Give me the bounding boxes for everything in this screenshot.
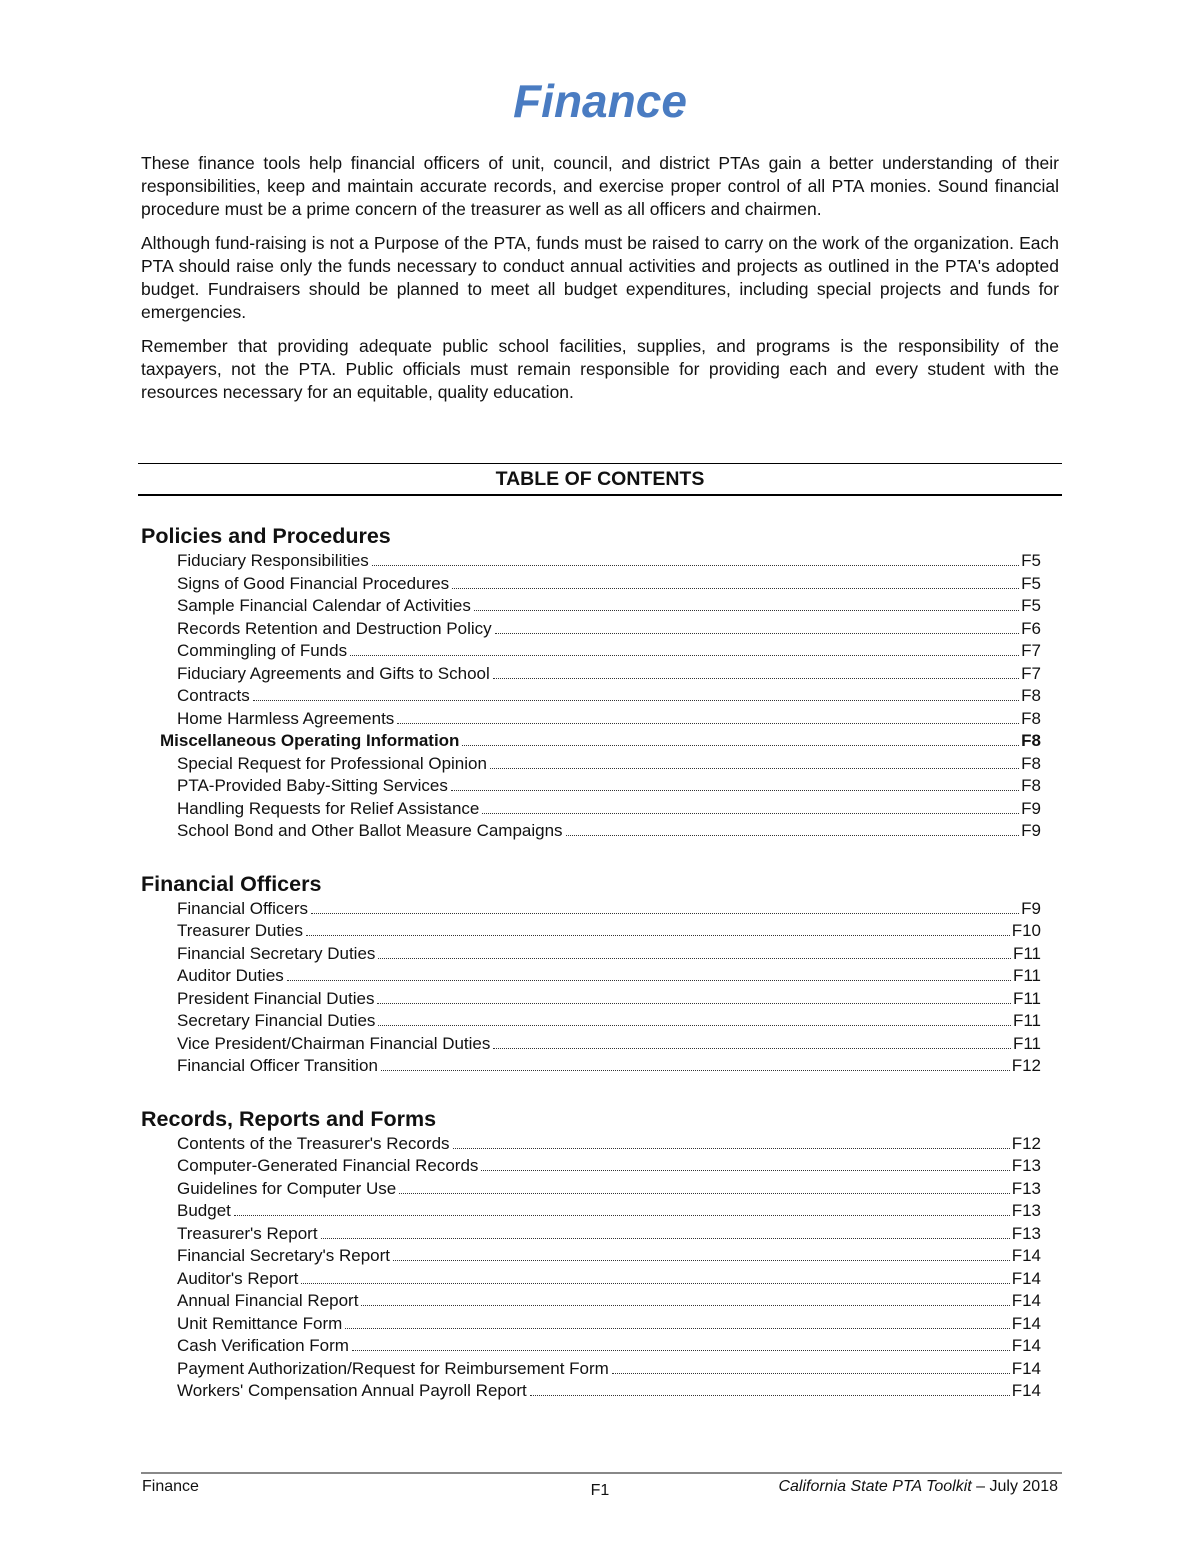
footer-section-name: Finance xyxy=(142,1478,199,1495)
toc-entry-page: F14 xyxy=(1011,1313,1041,1333)
toc-entry-title: Handling Requests for Relief Assistance xyxy=(177,798,480,818)
footer-publication xyxy=(778,1478,1058,1496)
dot-leader xyxy=(352,1350,1010,1351)
toc-entry-title: Financial Officer Transition xyxy=(177,1056,378,1075)
toc-section-heading: Financial Officers xyxy=(141,871,322,896)
toc-entry[interactable] xyxy=(141,1245,1059,1268)
intro-paragraph: Although fund-raising is not a Purpose of the PTA, funds must be raised to carry on the work of the organization. Each PTA should raise only the funds necessary to conduct annual activities and projects as outlined in the PTA's adopted budget. Fundraisers should be planned to meet all budget expenditures, including special projects and funds for emergencies. xyxy=(141,233,1059,322)
toc-entry-title: Financial Secretary's Report xyxy=(177,1246,390,1265)
dot-leader xyxy=(306,935,1010,936)
toc-entry[interactable] xyxy=(141,1155,1059,1178)
toc-entry-title: Commingling of Funds xyxy=(177,641,348,660)
toc-entry-title: Fiduciary Responsibilities xyxy=(177,551,369,570)
page-title: Finance xyxy=(513,75,687,127)
toc-entry-title: Unit Remittance Form xyxy=(177,1313,343,1333)
dot-leader xyxy=(566,835,1020,836)
toc-entry-title: Auditor's Report xyxy=(177,1268,299,1288)
dot-leader xyxy=(453,1148,1010,1149)
toc-entry-title: Financial Secretary Duties xyxy=(177,943,376,963)
toc-entry-page: F14 xyxy=(1011,1336,1041,1355)
dot-leader xyxy=(490,768,1019,769)
toc-section-list xyxy=(141,898,1059,1078)
dot-leader xyxy=(311,913,1019,914)
toc-entry[interactable] xyxy=(141,1268,1059,1291)
toc-entry[interactable] xyxy=(141,1290,1059,1313)
dot-leader xyxy=(482,813,1019,814)
toc-entry[interactable] xyxy=(141,1223,1059,1246)
toc-entry-page: F9 xyxy=(1021,898,1041,918)
toc-entry[interactable] xyxy=(141,708,1059,731)
toc-entry-page: F14 xyxy=(1011,1358,1041,1378)
toc-section-heading: Policies and Procedures xyxy=(141,524,391,548)
toc-entry-title: Fiduciary Agreements and Gifts to School xyxy=(177,663,490,683)
toc-entry[interactable] xyxy=(141,640,1059,663)
toc-entry-title: Budget xyxy=(177,1201,231,1220)
dot-leader xyxy=(495,633,1019,634)
toc-entry-page: F5 xyxy=(1021,573,1041,593)
toc-header: TABLE OF CONTENTS xyxy=(138,463,1062,496)
toc-entry[interactable] xyxy=(141,685,1059,708)
dot-leader xyxy=(381,1070,1010,1071)
toc-section-list xyxy=(141,550,1059,843)
toc-entry-page: F8 xyxy=(1021,776,1041,795)
toc-entry[interactable] xyxy=(141,988,1059,1011)
toc-entry-title: Auditor Duties xyxy=(177,966,284,985)
toc-entry[interactable] xyxy=(141,1033,1059,1056)
toc-entry-page: F8 xyxy=(1021,731,1041,750)
toc-entry[interactable] xyxy=(141,1178,1059,1201)
toc-entry-page: F5 xyxy=(1021,596,1041,615)
toc-entry-page: F14 xyxy=(1011,1291,1041,1310)
toc-section-list xyxy=(141,1133,1059,1403)
toc-entry-page: F11 xyxy=(1012,988,1041,1008)
toc-entry-page: F14 xyxy=(1011,1246,1041,1265)
toc-entry-title: Secretary Financial Duties xyxy=(177,1011,376,1030)
toc-entry-page: F8 xyxy=(1021,708,1041,728)
toc-entry-page: F8 xyxy=(1021,753,1041,773)
dot-leader xyxy=(399,1193,1009,1194)
toc-entry-title: Special Request for Professional Opinion xyxy=(177,753,487,773)
intro-paragraph: These finance tools help financial officers of unit, council, and district PTAs gain a better understanding of their responsibilities, keep and maintain accurate records, and exercise proper control of all PTA monies. Sound financial procedure must be a prime concern of the treasurer as well as all officers and chairmen. xyxy=(141,153,1059,219)
toc-entry-page: F10 xyxy=(1011,921,1041,940)
toc-entry[interactable] xyxy=(141,550,1059,573)
toc-entry-title: Sample Financial Calendar of Activities xyxy=(177,596,471,615)
toc-entry-page: F11 xyxy=(1012,1033,1041,1053)
dot-leader xyxy=(452,588,1019,589)
toc-section-heading: Records, Reports and Forms xyxy=(141,1106,437,1131)
dot-leader xyxy=(321,1238,1010,1239)
toc-entry[interactable] xyxy=(141,1133,1059,1156)
dot-leader xyxy=(493,1048,1011,1049)
toc-entry-page: F14 xyxy=(1011,1268,1041,1288)
dot-leader xyxy=(530,1395,1010,1396)
toc-entry-page: F13 xyxy=(1011,1201,1041,1220)
toc-entry-page: F6 xyxy=(1021,618,1041,638)
toc-entry[interactable] xyxy=(141,1335,1059,1358)
toc-entry-page: F13 xyxy=(1011,1223,1041,1243)
dot-leader xyxy=(361,1305,1009,1306)
toc-entry[interactable] xyxy=(141,1313,1059,1336)
toc-entry-page: F12 xyxy=(1011,1133,1041,1153)
toc-entry[interactable] xyxy=(141,663,1059,686)
toc-entry-title: Workers' Compensation Annual Payroll Report xyxy=(177,1381,527,1400)
footer-page-number: F1 xyxy=(590,1482,610,1499)
dot-leader xyxy=(462,745,1019,746)
toc-entry-page: F11 xyxy=(1012,966,1041,985)
toc-entry[interactable] xyxy=(141,775,1059,798)
toc-entry-title: Payment Authorization/Request for Reimbursement Form xyxy=(177,1358,609,1378)
toc-entry-page: F14 xyxy=(1011,1381,1041,1400)
dot-leader xyxy=(287,980,1011,981)
toc-entry[interactable] xyxy=(141,920,1059,943)
toc-entry-page: F9 xyxy=(1021,798,1041,818)
toc-entry-page: F9 xyxy=(1021,821,1041,840)
toc-entry[interactable] xyxy=(141,1055,1059,1078)
toc-entry[interactable] xyxy=(141,965,1059,988)
toc-entry[interactable] xyxy=(141,820,1059,843)
toc-entry-page: F7 xyxy=(1021,663,1041,683)
toc-entry-page: F5 xyxy=(1021,551,1041,570)
toc-entry-page: F13 xyxy=(1011,1178,1041,1198)
toc-entry-title: Cash Verification Form xyxy=(177,1336,349,1355)
toc-entry-title: Financial Officers xyxy=(177,898,309,918)
dot-leader xyxy=(397,723,1019,724)
dot-leader xyxy=(234,1215,1010,1216)
dot-leader xyxy=(372,565,1019,566)
toc-entry-page: F11 xyxy=(1012,943,1041,963)
dot-leader xyxy=(474,610,1019,611)
toc-entry-title: PTA-Provided Baby-Sitting Services xyxy=(177,776,448,795)
toc-entry-title: Signs of Good Financial Procedures xyxy=(177,573,450,593)
toc-entry-title: Contents of the Treasurer's Records xyxy=(177,1133,450,1153)
dot-leader xyxy=(393,1260,1010,1261)
dot-leader xyxy=(345,1328,1009,1329)
intro-paragraph: Remember that providing adequate public school facilities, supplies, and programs is the responsibility of the taxpayers, not the PTA. Public officials must remain responsible for providing each and every student with the resources necessary for an equitable, quality education. xyxy=(141,336,1059,402)
toc-entry[interactable] xyxy=(141,898,1059,921)
toc-entry[interactable] xyxy=(141,798,1059,821)
toc-entry-page: F7 xyxy=(1021,641,1041,660)
toc-entry-title: Miscellaneous Operating Information xyxy=(160,731,460,750)
dot-leader xyxy=(451,790,1019,791)
toc-entry-page: F12 xyxy=(1011,1056,1041,1075)
table-of-contents xyxy=(141,522,1059,1430)
toc-entry[interactable] xyxy=(141,1200,1059,1223)
dot-leader xyxy=(493,678,1019,679)
toc-entry-title: President Financial Duties xyxy=(177,988,375,1008)
toc-entry[interactable] xyxy=(141,595,1059,618)
toc-entry-page: F13 xyxy=(1011,1156,1041,1175)
dot-leader xyxy=(350,655,1019,656)
footer-publication-date: – July 2018 xyxy=(971,1478,1058,1495)
dot-leader xyxy=(378,958,1011,959)
toc-entry-title: Vice President/Chairman Financial Duties xyxy=(177,1033,491,1053)
toc-entry[interactable] xyxy=(141,943,1059,966)
intro-text xyxy=(141,152,1059,415)
dot-leader xyxy=(253,700,1019,701)
dot-leader xyxy=(378,1025,1011,1026)
toc-entry[interactable] xyxy=(141,618,1059,641)
toc-entry-title: Computer-Generated Financial Records xyxy=(177,1156,479,1175)
dot-leader xyxy=(612,1373,1010,1374)
toc-entry-title: Home Harmless Agreements xyxy=(177,708,395,728)
toc-entry-title: Records Retention and Destruction Policy xyxy=(177,618,492,638)
dot-leader xyxy=(377,1003,1010,1004)
footer-publication-title: California State PTA Toolkit xyxy=(778,1478,972,1495)
footer-divider xyxy=(141,1472,1062,1474)
toc-entry-page: F8 xyxy=(1021,686,1041,705)
toc-entry[interactable] xyxy=(141,1358,1059,1381)
dot-leader xyxy=(301,1283,1009,1284)
dot-leader xyxy=(481,1170,1009,1171)
toc-entry[interactable] xyxy=(141,1380,1059,1403)
toc-entry[interactable] xyxy=(141,730,1059,753)
toc-entry[interactable] xyxy=(141,753,1059,776)
toc-entry-page: F11 xyxy=(1012,1011,1041,1030)
toc-entry-title: School Bond and Other Ballot Measure Campaigns xyxy=(177,821,563,840)
toc-entry[interactable] xyxy=(141,1010,1059,1033)
toc-entry-title: Guidelines for Computer Use xyxy=(177,1178,397,1198)
toc-entry-title: Annual Financial Report xyxy=(177,1291,359,1310)
toc-entry-title: Treasurer's Report xyxy=(177,1223,318,1243)
toc-entry[interactable] xyxy=(141,573,1059,596)
toc-entry-title: Treasurer Duties xyxy=(177,921,303,940)
toc-entry-title: Contracts xyxy=(177,686,250,705)
